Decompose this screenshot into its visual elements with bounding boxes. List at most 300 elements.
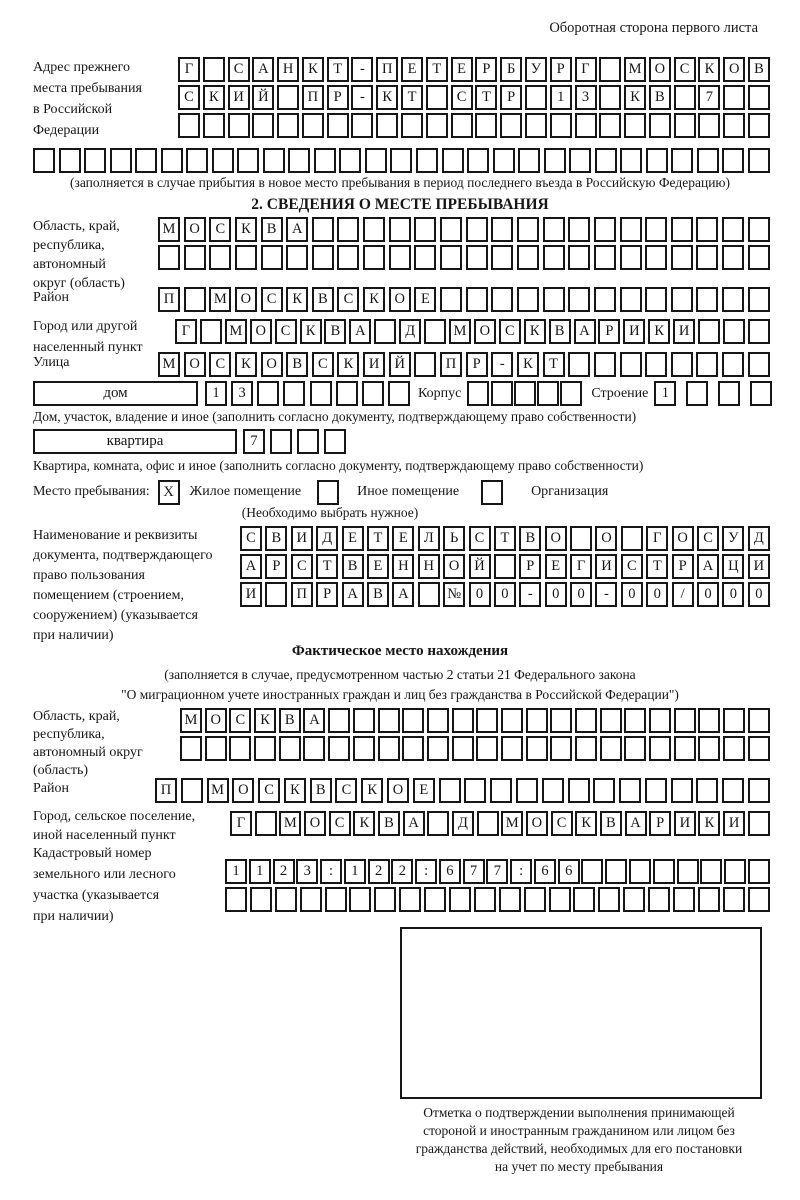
char-cell[interactable] <box>700 859 722 884</box>
char-cell[interactable]: С <box>209 217 231 242</box>
char-cell[interactable] <box>560 381 582 406</box>
char-cell[interactable] <box>517 245 539 270</box>
char-cell[interactable]: Н <box>277 57 299 82</box>
char-cell[interactable]: К <box>648 319 670 344</box>
char-cell[interactable] <box>629 859 651 884</box>
char-cell[interactable] <box>724 859 746 884</box>
char-cell[interactable] <box>310 381 332 406</box>
char-cell[interactable] <box>568 778 590 803</box>
char-cell[interactable]: 2 <box>368 859 390 884</box>
char-cell[interactable] <box>363 217 385 242</box>
char-cell[interactable]: А <box>392 582 414 607</box>
char-cell[interactable] <box>722 148 744 173</box>
char-cell[interactable]: : <box>320 859 342 884</box>
char-cell[interactable] <box>300 887 322 912</box>
char-cell[interactable] <box>620 245 642 270</box>
char-cell[interactable] <box>237 148 259 173</box>
char-cell[interactable] <box>252 113 274 138</box>
char-cell[interactable]: А <box>286 217 308 242</box>
char-cell[interactable]: 0 <box>722 582 744 607</box>
char-cell[interactable] <box>525 113 547 138</box>
char-cell[interactable] <box>490 778 512 803</box>
char-cell[interactable] <box>501 708 523 733</box>
char-cell[interactable] <box>257 381 279 406</box>
char-cell[interactable] <box>328 736 350 761</box>
char-cell[interactable]: Р <box>466 352 488 377</box>
char-cell[interactable] <box>599 57 621 82</box>
char-cell[interactable] <box>250 887 272 912</box>
char-cell[interactable]: Р <box>550 57 572 82</box>
char-cell[interactable]: Т <box>367 526 389 551</box>
char-cell[interactable] <box>209 245 231 270</box>
checkbox-organization[interactable] <box>481 480 503 505</box>
char-cell[interactable] <box>698 319 720 344</box>
char-cell[interactable] <box>235 245 257 270</box>
char-cell[interactable]: 6 <box>534 859 556 884</box>
char-cell[interactable] <box>605 859 627 884</box>
char-cell[interactable]: И <box>240 582 262 607</box>
char-cell[interactable] <box>575 736 597 761</box>
char-cell[interactable] <box>671 287 693 312</box>
char-cell[interactable] <box>748 245 770 270</box>
char-cell[interactable] <box>722 217 744 242</box>
char-cell[interactable] <box>671 352 693 377</box>
char-cell[interactable]: И <box>228 85 250 110</box>
char-cell[interactable] <box>723 736 745 761</box>
char-cell[interactable] <box>698 708 720 733</box>
char-cell[interactable]: А <box>574 319 596 344</box>
char-cell[interactable] <box>440 245 462 270</box>
char-cell[interactable] <box>517 217 539 242</box>
char-cell[interactable]: И <box>291 526 313 551</box>
char-cell[interactable]: С <box>258 778 280 803</box>
char-cell[interactable] <box>594 217 616 242</box>
char-cell[interactable] <box>722 245 744 270</box>
char-cell[interactable] <box>297 429 319 454</box>
char-cell[interactable]: О <box>232 778 254 803</box>
char-cell[interactable]: К <box>337 352 359 377</box>
char-cell[interactable]: С <box>291 554 313 579</box>
char-cell[interactable] <box>600 708 622 733</box>
char-cell[interactable] <box>718 381 740 406</box>
char-cell[interactable]: П <box>155 778 177 803</box>
char-cell[interactable]: 3 <box>575 85 597 110</box>
char-cell[interactable] <box>181 778 203 803</box>
char-cell[interactable]: 0 <box>697 582 719 607</box>
char-cell[interactable] <box>491 245 513 270</box>
char-cell[interactable] <box>697 148 719 173</box>
char-cell[interactable]: С <box>451 85 473 110</box>
char-cell[interactable] <box>748 287 770 312</box>
char-cell[interactable] <box>526 708 548 733</box>
char-cell[interactable]: И <box>748 554 770 579</box>
char-cell[interactable] <box>649 113 671 138</box>
char-cell[interactable] <box>336 381 358 406</box>
char-cell[interactable] <box>491 217 513 242</box>
char-cell[interactable]: Р <box>316 582 338 607</box>
char-cell[interactable] <box>158 245 180 270</box>
char-cell[interactable] <box>696 245 718 270</box>
char-cell[interactable] <box>427 708 449 733</box>
char-cell[interactable]: 7 <box>463 859 485 884</box>
char-cell[interactable]: Т <box>327 57 349 82</box>
char-cell[interactable]: М <box>180 708 202 733</box>
char-cell[interactable]: Т <box>401 85 423 110</box>
char-cell[interactable] <box>378 708 400 733</box>
char-cell[interactable] <box>312 245 334 270</box>
char-cell[interactable] <box>327 113 349 138</box>
char-cell[interactable] <box>466 245 488 270</box>
char-cell[interactable] <box>550 708 572 733</box>
char-cell[interactable] <box>594 287 616 312</box>
char-cell[interactable] <box>698 113 720 138</box>
char-cell[interactable]: С <box>312 352 334 377</box>
char-cell[interactable] <box>723 708 745 733</box>
char-cell[interactable]: - <box>595 582 617 607</box>
char-cell[interactable]: С <box>229 708 251 733</box>
char-cell[interactable] <box>645 287 667 312</box>
char-cell[interactable]: Р <box>475 57 497 82</box>
char-cell[interactable]: В <box>649 85 671 110</box>
char-cell[interactable] <box>723 319 745 344</box>
char-cell[interactable] <box>440 287 462 312</box>
char-cell[interactable] <box>648 887 670 912</box>
char-cell[interactable] <box>229 736 251 761</box>
char-cell[interactable] <box>466 287 488 312</box>
char-cell[interactable]: 1 <box>550 85 572 110</box>
char-cell[interactable]: С <box>261 287 283 312</box>
char-cell[interactable] <box>314 148 336 173</box>
char-cell[interactable]: В <box>312 287 334 312</box>
char-cell[interactable] <box>674 736 696 761</box>
char-cell[interactable]: Д <box>316 526 338 551</box>
checkbox-residential[interactable]: X <box>158 480 180 505</box>
char-cell[interactable] <box>677 859 699 884</box>
char-cell[interactable]: И <box>595 554 617 579</box>
char-cell[interactable] <box>178 113 200 138</box>
char-cell[interactable] <box>748 736 770 761</box>
char-cell[interactable]: К <box>284 778 306 803</box>
char-cell[interactable] <box>698 887 720 912</box>
char-cell[interactable] <box>748 887 770 912</box>
char-cell[interactable] <box>442 148 464 173</box>
char-cell[interactable] <box>302 113 324 138</box>
char-cell[interactable]: С <box>697 526 719 551</box>
char-cell[interactable] <box>418 582 440 607</box>
char-cell[interactable]: О <box>304 811 326 836</box>
char-cell[interactable] <box>388 381 410 406</box>
char-cell[interactable]: К <box>517 352 539 377</box>
char-cell[interactable]: 2 <box>391 859 413 884</box>
char-cell[interactable] <box>570 526 592 551</box>
char-cell[interactable]: Р <box>519 554 541 579</box>
char-cell[interactable]: А <box>697 554 719 579</box>
char-cell[interactable] <box>698 736 720 761</box>
char-cell[interactable] <box>414 217 436 242</box>
char-cell[interactable] <box>493 148 515 173</box>
char-cell[interactable] <box>573 887 595 912</box>
char-cell[interactable] <box>649 708 671 733</box>
char-cell[interactable]: - <box>351 85 373 110</box>
char-cell[interactable]: 0 <box>545 582 567 607</box>
char-cell[interactable] <box>225 887 247 912</box>
char-cell[interactable]: Е <box>401 57 423 82</box>
char-cell[interactable] <box>645 352 667 377</box>
char-cell[interactable]: О <box>184 352 206 377</box>
char-cell[interactable]: 7 <box>243 429 265 454</box>
char-cell[interactable] <box>180 736 202 761</box>
char-cell[interactable]: М <box>624 57 646 82</box>
char-cell[interactable] <box>500 113 522 138</box>
char-cell[interactable]: О <box>387 778 409 803</box>
char-cell[interactable]: Е <box>414 287 436 312</box>
char-cell[interactable]: В <box>310 778 332 803</box>
char-cell[interactable] <box>599 85 621 110</box>
char-cell[interactable] <box>568 245 590 270</box>
char-cell[interactable] <box>722 778 744 803</box>
char-cell[interactable]: У <box>525 57 547 82</box>
house-box[interactable]: дом <box>33 381 198 406</box>
char-cell[interactable] <box>748 859 770 884</box>
char-cell[interactable] <box>200 319 222 344</box>
char-cell[interactable]: О <box>672 526 694 551</box>
char-cell[interactable]: С <box>337 287 359 312</box>
char-cell[interactable] <box>696 778 718 803</box>
char-cell[interactable]: М <box>279 811 301 836</box>
char-cell[interactable]: Т <box>494 526 516 551</box>
char-cell[interactable]: С <box>329 811 351 836</box>
char-cell[interactable]: Т <box>316 554 338 579</box>
char-cell[interactable] <box>517 287 539 312</box>
char-cell[interactable] <box>161 148 183 173</box>
char-cell[interactable]: В <box>261 217 283 242</box>
char-cell[interactable] <box>671 245 693 270</box>
char-cell[interactable]: К <box>353 811 375 836</box>
char-cell[interactable] <box>494 554 516 579</box>
char-cell[interactable]: : <box>510 859 532 884</box>
char-cell[interactable]: К <box>302 57 324 82</box>
char-cell[interactable]: Л <box>418 526 440 551</box>
char-cell[interactable] <box>288 148 310 173</box>
char-cell[interactable] <box>203 113 225 138</box>
char-cell[interactable] <box>569 148 591 173</box>
char-cell[interactable] <box>748 85 770 110</box>
char-cell[interactable]: В <box>549 319 571 344</box>
char-cell[interactable] <box>337 217 359 242</box>
char-cell[interactable] <box>620 217 642 242</box>
char-cell[interactable] <box>186 148 208 173</box>
char-cell[interactable]: М <box>501 811 523 836</box>
char-cell[interactable] <box>673 887 695 912</box>
char-cell[interactable]: Р <box>500 85 522 110</box>
char-cell[interactable] <box>277 85 299 110</box>
char-cell[interactable]: Г <box>230 811 252 836</box>
char-cell[interactable] <box>474 887 496 912</box>
char-cell[interactable] <box>59 148 81 173</box>
char-cell[interactable] <box>748 811 770 836</box>
char-cell[interactable] <box>620 352 642 377</box>
char-cell[interactable]: К <box>363 287 385 312</box>
char-cell[interactable]: О <box>649 57 671 82</box>
char-cell[interactable] <box>84 148 106 173</box>
char-cell[interactable] <box>620 148 642 173</box>
char-cell[interactable] <box>283 381 305 406</box>
char-cell[interactable]: Г <box>575 57 597 82</box>
char-cell[interactable]: И <box>674 811 696 836</box>
char-cell[interactable]: С <box>621 554 643 579</box>
char-cell[interactable] <box>110 148 132 173</box>
char-cell[interactable]: В <box>600 811 622 836</box>
char-cell[interactable] <box>748 352 770 377</box>
char-cell[interactable] <box>550 736 572 761</box>
char-cell[interactable]: К <box>624 85 646 110</box>
char-cell[interactable] <box>466 217 488 242</box>
char-cell[interactable] <box>723 887 745 912</box>
char-cell[interactable] <box>624 113 646 138</box>
char-cell[interactable] <box>184 245 206 270</box>
char-cell[interactable]: - <box>351 57 373 82</box>
char-cell[interactable] <box>477 811 499 836</box>
char-cell[interactable] <box>524 887 546 912</box>
char-cell[interactable]: Т <box>426 57 448 82</box>
char-cell[interactable]: М <box>158 352 180 377</box>
char-cell[interactable] <box>205 736 227 761</box>
char-cell[interactable]: Е <box>545 554 567 579</box>
char-cell[interactable]: К <box>575 811 597 836</box>
char-cell[interactable]: О <box>184 217 206 242</box>
char-cell[interactable]: К <box>376 85 398 110</box>
char-cell[interactable]: О <box>235 287 257 312</box>
char-cell[interactable]: М <box>158 217 180 242</box>
char-cell[interactable]: О <box>443 554 465 579</box>
char-cell[interactable] <box>750 381 772 406</box>
char-cell[interactable] <box>624 736 646 761</box>
char-cell[interactable]: А <box>303 708 325 733</box>
char-cell[interactable] <box>440 217 462 242</box>
char-cell[interactable]: Е <box>392 526 414 551</box>
char-cell[interactable] <box>255 811 277 836</box>
char-cell[interactable] <box>353 736 375 761</box>
char-cell[interactable] <box>135 148 157 173</box>
char-cell[interactable] <box>467 381 489 406</box>
char-cell[interactable]: 3 <box>231 381 253 406</box>
char-cell[interactable]: О <box>474 319 496 344</box>
char-cell[interactable] <box>449 887 471 912</box>
char-cell[interactable] <box>593 778 615 803</box>
char-cell[interactable] <box>653 859 675 884</box>
char-cell[interactable] <box>286 245 308 270</box>
char-cell[interactable]: К <box>235 217 257 242</box>
char-cell[interactable]: 1 <box>249 859 271 884</box>
char-cell[interactable]: В <box>519 526 541 551</box>
char-cell[interactable]: / <box>672 582 694 607</box>
char-cell[interactable] <box>212 148 234 173</box>
char-cell[interactable]: Т <box>475 85 497 110</box>
char-cell[interactable] <box>594 352 616 377</box>
char-cell[interactable] <box>671 217 693 242</box>
char-cell[interactable] <box>184 287 206 312</box>
checkbox-other-premises[interactable] <box>317 480 339 505</box>
char-cell[interactable]: Н <box>418 554 440 579</box>
char-cell[interactable] <box>401 113 423 138</box>
char-cell[interactable] <box>390 148 412 173</box>
char-cell[interactable]: Й <box>389 352 411 377</box>
char-cell[interactable]: С <box>499 319 521 344</box>
char-cell[interactable] <box>424 319 446 344</box>
char-cell[interactable]: 2 <box>273 859 295 884</box>
char-cell[interactable]: К <box>361 778 383 803</box>
char-cell[interactable]: 0 <box>469 582 491 607</box>
char-cell[interactable] <box>568 352 590 377</box>
char-cell[interactable] <box>671 778 693 803</box>
char-cell[interactable]: С <box>551 811 573 836</box>
char-cell[interactable]: К <box>235 352 257 377</box>
char-cell[interactable] <box>254 736 276 761</box>
char-cell[interactable]: 3 <box>296 859 318 884</box>
char-cell[interactable] <box>723 85 745 110</box>
char-cell[interactable] <box>620 287 642 312</box>
char-cell[interactable] <box>303 736 325 761</box>
char-cell[interactable]: 1 <box>205 381 227 406</box>
char-cell[interactable]: В <box>748 57 770 82</box>
char-cell[interactable] <box>518 148 540 173</box>
char-cell[interactable]: О <box>526 811 548 836</box>
char-cell[interactable] <box>475 113 497 138</box>
char-cell[interactable]: А <box>342 582 364 607</box>
char-cell[interactable]: М <box>225 319 247 344</box>
char-cell[interactable] <box>674 85 696 110</box>
char-cell[interactable] <box>424 887 446 912</box>
char-cell[interactable]: К <box>524 319 546 344</box>
char-cell[interactable] <box>265 582 287 607</box>
char-cell[interactable]: У <box>722 526 744 551</box>
char-cell[interactable]: 0 <box>621 582 643 607</box>
char-cell[interactable]: Р <box>649 811 671 836</box>
char-cell[interactable] <box>623 887 645 912</box>
char-cell[interactable]: О <box>389 287 411 312</box>
char-cell[interactable]: Т <box>543 352 565 377</box>
char-cell[interactable] <box>426 113 448 138</box>
char-cell[interactable]: Г <box>178 57 200 82</box>
char-cell[interactable] <box>568 217 590 242</box>
char-cell[interactable] <box>312 217 334 242</box>
char-cell[interactable]: - <box>519 582 541 607</box>
char-cell[interactable]: Е <box>451 57 473 82</box>
char-cell[interactable] <box>328 708 350 733</box>
char-cell[interactable]: В <box>279 708 301 733</box>
char-cell[interactable] <box>696 287 718 312</box>
char-cell[interactable]: П <box>302 85 324 110</box>
char-cell[interactable] <box>674 113 696 138</box>
char-cell[interactable] <box>374 887 396 912</box>
char-cell[interactable] <box>362 381 384 406</box>
char-cell[interactable]: С <box>209 352 231 377</box>
stamp-area[interactable] <box>400 927 762 1099</box>
char-cell[interactable]: К <box>698 57 720 82</box>
char-cell[interactable] <box>349 887 371 912</box>
char-cell[interactable]: А <box>403 811 425 836</box>
char-cell[interactable] <box>549 887 571 912</box>
char-cell[interactable] <box>499 887 521 912</box>
char-cell[interactable] <box>339 148 361 173</box>
char-cell[interactable]: И <box>723 811 745 836</box>
char-cell[interactable] <box>671 148 693 173</box>
char-cell[interactable] <box>263 148 285 173</box>
char-cell[interactable]: О <box>545 526 567 551</box>
char-cell[interactable] <box>568 287 590 312</box>
char-cell[interactable]: О <box>205 708 227 733</box>
char-cell[interactable] <box>337 245 359 270</box>
